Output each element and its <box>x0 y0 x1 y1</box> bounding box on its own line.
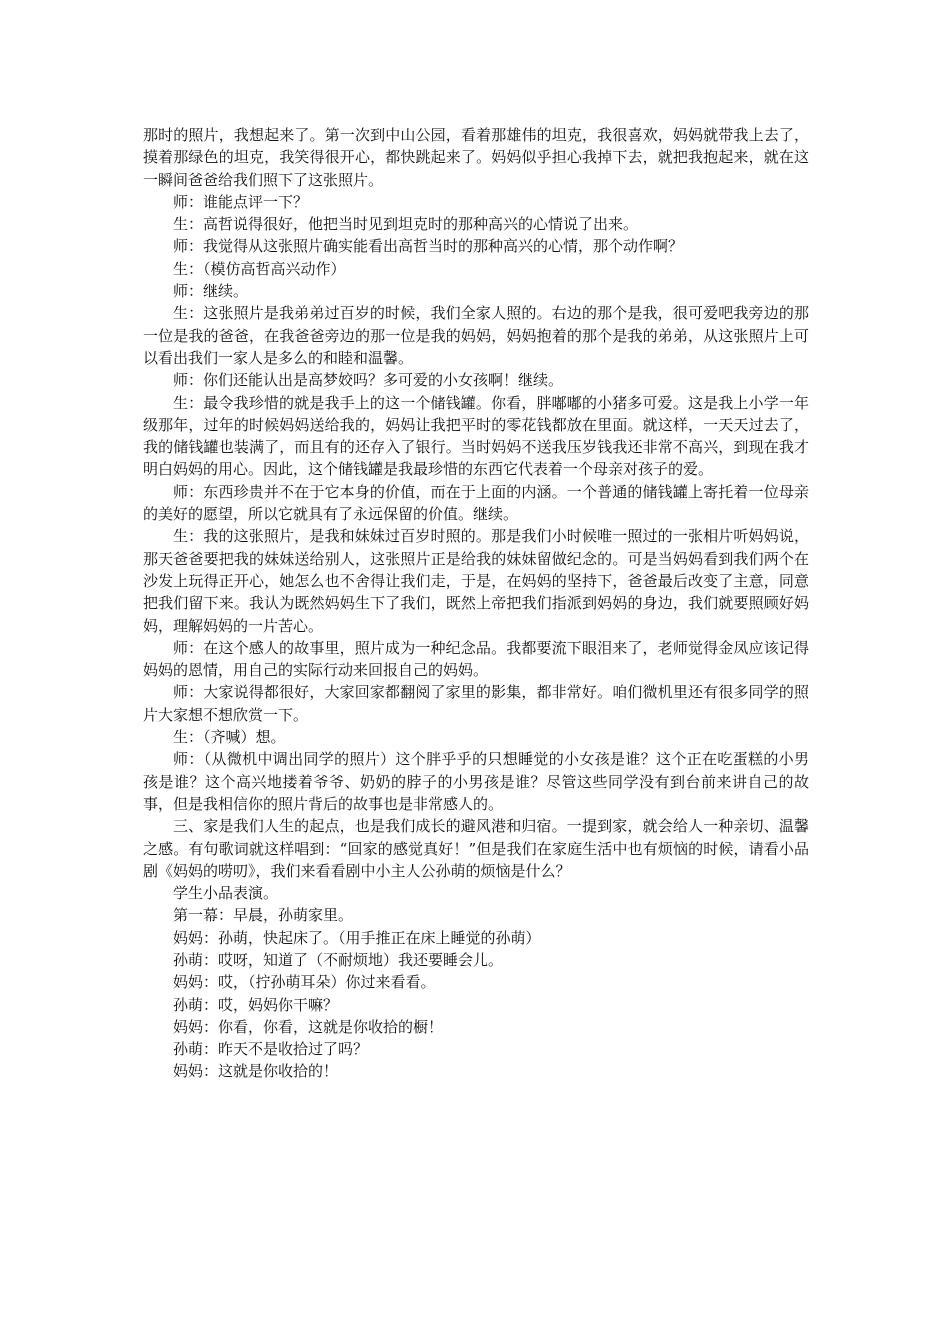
paragraph: 生：（齐喊）想。 <box>173 728 286 747</box>
paragraph: 师：东西珍贵并不在于它本身的价值，而在于上面的内涵。一个普通的储钱罐上寄托着一位母亲的美好的愿望，所以它就具有了永远保留的价值。继续。 <box>143 482 809 524</box>
paragraph: 学生小品表演。 <box>173 884 279 903</box>
paragraph: 妈妈：哎，（拧孙萌耳朵）你过来看看。 <box>173 973 436 992</box>
paragraph: 第一幕：早晨，孙萌家里。 <box>173 906 354 925</box>
paragraph: 孙萌：昨天不是收拾过了吗？ <box>173 1040 369 1059</box>
paragraph: 师：在这个感人的故事里，照片成为一种纪念品。我都要流下眼泪来了，老师觉得金凤应该记得妈妈的恩情，用自己的实际行动来回报自己的妈妈。 <box>143 638 809 680</box>
paragraph: 孙萌：哎，妈妈你干嘛？ <box>173 995 339 1014</box>
paragraph: 生：最令我珍惜的就是我手上的这一个储钱罐。你看，胖嘟嘟的小猪多可爱。这是我上小学一年级那年，过年的时候妈妈送给我的，妈妈让我把平时的零花钱都放在里面。就这样，一天天过去了，我的储钱罐也装满了，而且有的还存入了银行。当时妈妈不送我压岁钱我还非常不高兴，到现在我才明白妈妈的用心。因此，这个储钱罐是我最珍惜的东西它代表着一个母亲对孩子的爱。 <box>143 393 809 479</box>
paragraph: 生：我的这张照片，是我和妹妹过百岁时照的。那是我们小时候唯一照过的一张相片听妈妈说，那天爸爸要把我的妹妹送给别人，这张照片正是给我的妹妹留做纪念的。可是当妈妈看到我们两个在沙发上玩得正开心，她怎么也不舍得让我们走，于是，在妈妈的坚持下，爸爸最后改变了主意，同意把我们留下来。我认为既然妈妈生下了我们，既然上帝把我们指派到妈妈的身边，我们就要照顾好妈妈，理解妈妈的一片苦心。 <box>143 527 809 635</box>
paragraph: 那时的照片，我想起来了。第一次到中山公园，看着那雄伟的坦克，我很喜欢，妈妈就带我上去了，摸着那绿色的坦克，我笑得很开心，都快跳起来了。妈妈似乎担心我掉下去，就把我抱起来，就在这一瞬间爸爸给我们照下了这张照片。 <box>143 126 809 189</box>
paragraph: 生：（模仿高哲高兴动作） <box>173 259 346 278</box>
paragraph: 师：我觉得从这张照片确实能看出高哲当时的那种高兴的心情，那个动作啊？ <box>173 237 684 256</box>
document-page <box>143 124 809 1083</box>
paragraph: 师：（从微机中调出同学的照片）这个胖乎乎的只想睡觉的小女孩是谁？这个正在吃蛋糕的小男孩是谁？这个高兴地搂着爷爷、奶奶的脖子的小男孩是谁？尽管这些同学没有到台前来讲自己的故事，但是我相信你的照片背后的故事也是非常感人的。 <box>143 750 809 813</box>
paragraph: 孙萌：哎呀，知道了（不耐烦地）我还要睡会儿。 <box>173 950 504 969</box>
paragraph: 妈妈：孙萌，快起床了。（用手推正在床上睡觉的孙萌） <box>173 928 541 947</box>
paragraph: 师：继续。 <box>173 282 249 301</box>
paragraph: 生：高哲说得很好，他把当时见到坦克时的那种高兴的心情说了出来。 <box>173 215 639 234</box>
paragraph: 妈妈：这就是你收拾的！ <box>173 1062 339 1081</box>
paragraph: 师：大家说得都很好，大家回家都翻阅了家里的影集，都非常好。咱们微机里还有很多同学的照片大家想不想欣赏一下。 <box>143 683 809 724</box>
paragraph: 生：这张照片是我弟弟过百岁的时候，我们全家人照的。右边的那个是我，很可爱吧我旁边的那一位是我的爸爸，在我爸爸旁边的那一位是我的妈妈，妈妈抱着的那个是我的弟弟，从这张照片上可以看出我们一家人是多么的和睦和温馨。 <box>143 304 809 367</box>
paragraph: 师：谁能点评一下？ <box>173 192 309 211</box>
paragraph: 师：你们还能认出是高梦姣吗？多可爱的小女孩啊！继续。 <box>173 371 564 390</box>
paragraph: 妈妈：你看，你看，这就是你收拾的橱！ <box>173 1017 444 1036</box>
paragraph: 三、家是我们人生的起点，也是我们成长的避风港和归宿。一提到家，就会给人一种亲切、温馨之感。有句歌词就这样唱到：“回家的感觉真好！”但是我们在家庭生活中也有烦恼的时候，请看小品剧《妈妈的唠叨》，我们来看看剧中小主人公孙萌的烦恼是什么？ <box>143 817 809 880</box>
